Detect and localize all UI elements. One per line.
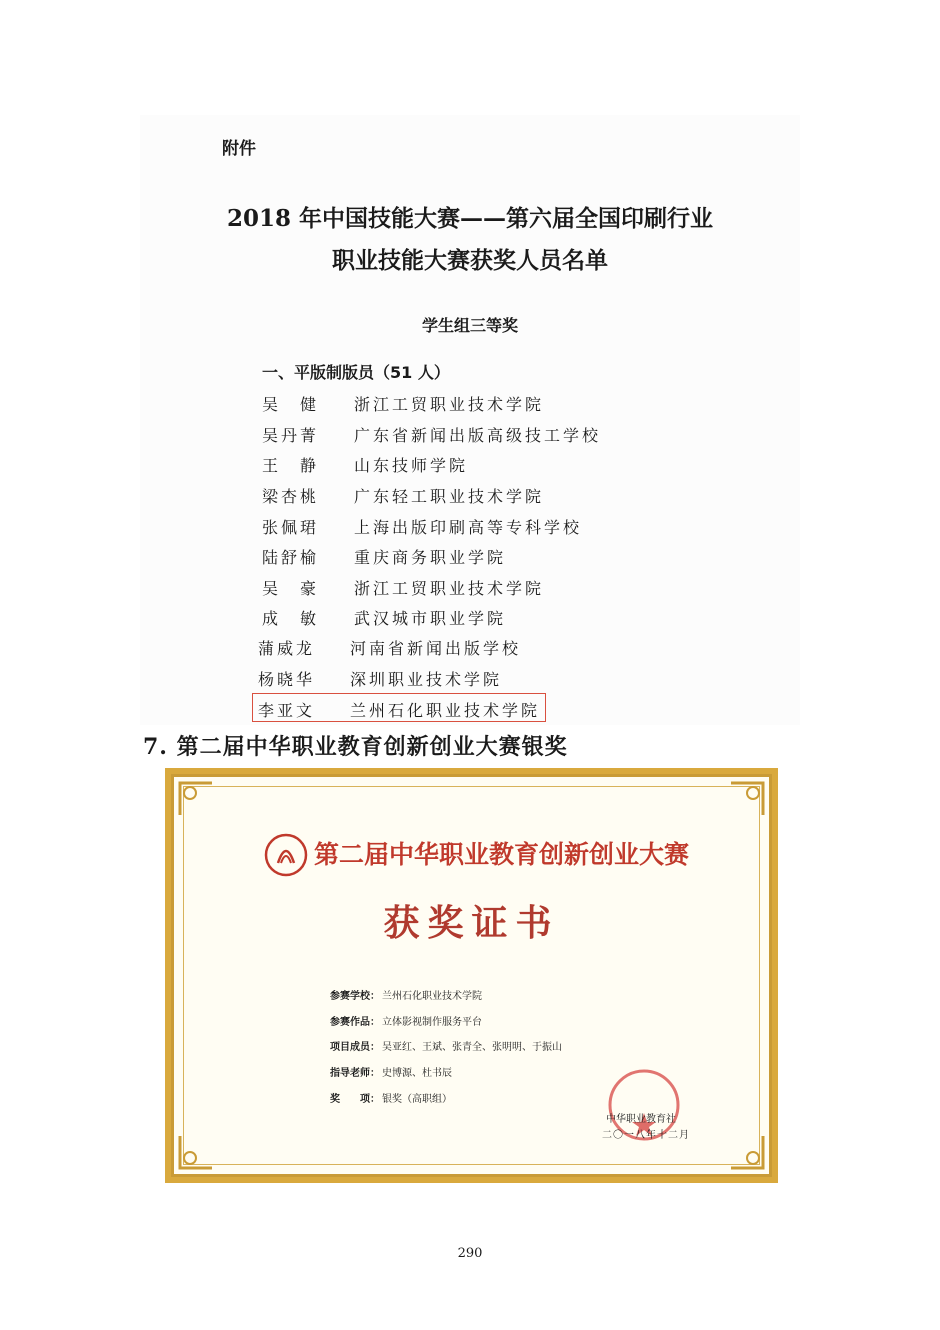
winner-school: 浙江工贸职业技术学院 [354,395,545,414]
winner-name: 张佩珺 [262,518,320,537]
award-group-subtitle: 学生组三等奖 [421,316,518,335]
ornament-bottom-right-icon [729,1134,765,1170]
winner-school: 深圳职业技术学院 [350,670,503,689]
field-label: 参赛作品： [330,1017,380,1028]
award-certificate [165,768,778,1183]
certificate-field-award [330,1090,452,1105]
competition-logo-icon [264,833,308,877]
winner-school: 河南省新闻出版学校 [350,639,522,658]
winner-school: 上海出版印刷高等专科学校 [354,518,583,537]
section-heading-silver-award: 7. 第二届中华职业教育创新创业大赛银奖 [143,734,568,760]
certificate-field-work [330,1013,482,1028]
field-value: 史博源、杜书辰 [382,1068,452,1079]
field-label: 参赛学校： [330,991,380,1002]
winner-name: 吴 豪 [262,579,320,598]
certificate-field-school [330,987,482,1002]
winner-name: 蒲威龙 [258,639,316,658]
field-value: 银奖（高职组） [382,1094,452,1105]
winner-school: 兰州石化职业技术学院 [350,701,541,720]
winner-name: 吴 健 [262,395,320,414]
highlight-box [252,693,546,722]
winner-name: 成 敏 [262,609,320,628]
ornament-bottom-left-icon [178,1134,214,1170]
winner-name: 梁杏桃 [262,487,320,506]
winner-school: 山东技师学院 [354,456,469,475]
certificate-paper [171,774,772,1177]
certificate-field-advisors [330,1064,452,1079]
winner-school: 武汉城市职业学院 [354,609,507,628]
field-label: 奖 项： [330,1094,380,1105]
field-label: 指导老师： [330,1068,380,1079]
certificate-issuer: 中华职业教育社 [606,1114,676,1125]
page-number: 290 [457,1246,483,1261]
winner-name: 杨晓华 [258,670,316,689]
winner-name: 王 静 [262,456,320,475]
field-value: 立体影视制作服务平台 [382,1017,482,1028]
document-title-line-2: 职业技能大赛获奖人员名单 [332,247,608,274]
winner-school: 浙江工贸职业技术学院 [354,579,545,598]
ornament-top-left-icon [178,781,214,817]
winner-school: 重庆商务职业学院 [354,548,507,567]
field-value: 吴亚红、王斌、张青全、张明明、于振山 [382,1042,562,1053]
winner-school: 广东省新闻出版高级技工学校 [354,426,602,445]
certificate-field-members [330,1038,562,1053]
field-label: 项目成员： [330,1042,380,1053]
certificate-competition-title: 第二届中华职业教育创新创业大赛 [314,840,690,869]
certificate-award-title: 获奖证书 [383,902,560,944]
winner-name: 李亚文 [258,701,316,720]
field-value: 兰州石化职业技术学院 [382,991,482,1002]
section-heading-platemaker: 一、平版制版员（51 人） [262,363,450,382]
winner-school: 广东轻工职业技术学院 [354,487,545,506]
winner-name: 陆舒榆 [262,548,320,567]
attachment-label: 附件 [222,139,256,159]
document-title-line-1: 2018 年中国技能大赛——第六届全国印刷行业 [226,205,714,232]
winner-name: 吴丹菁 [262,426,320,445]
certificate-date: 二〇一八年十二月 [602,1130,690,1141]
ornament-top-right-icon [729,781,765,817]
